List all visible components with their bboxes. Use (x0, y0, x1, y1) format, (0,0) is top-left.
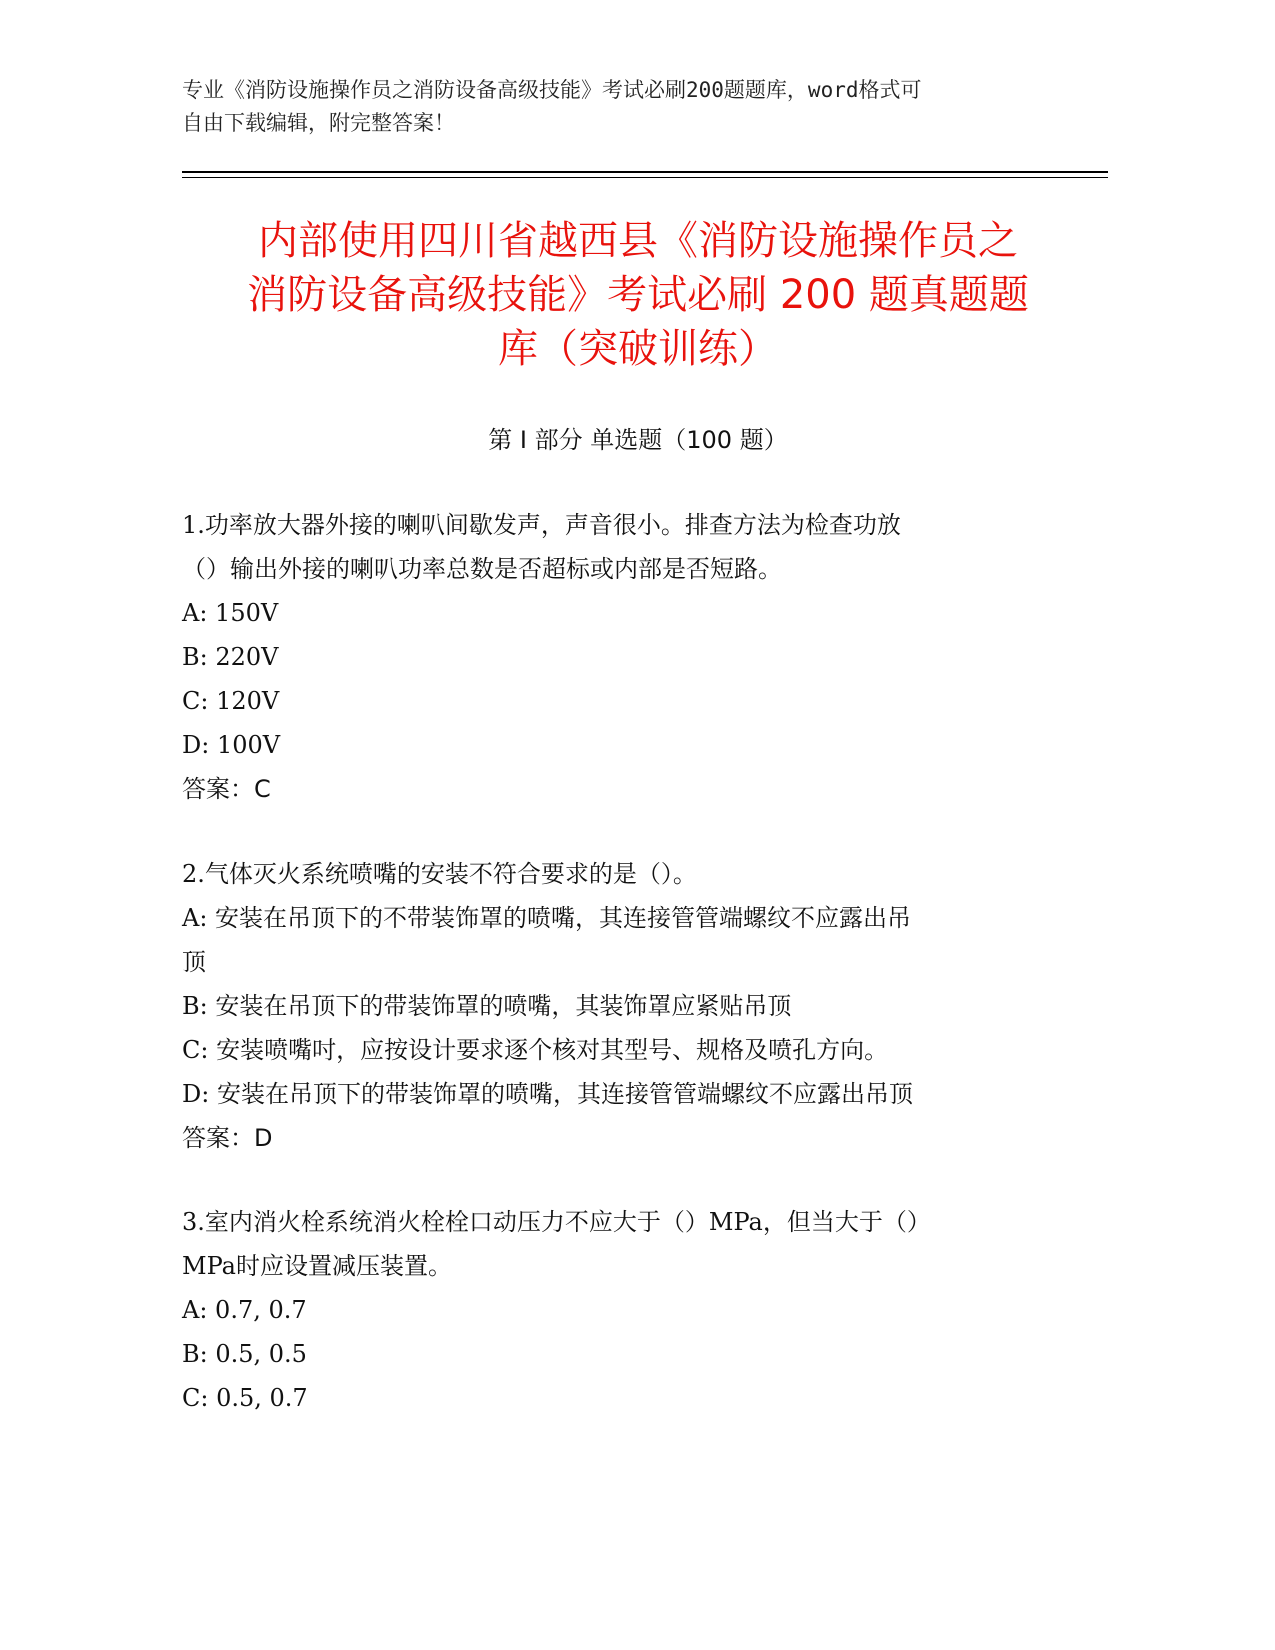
header-divider-thick (182, 171, 1108, 173)
question-3 (182, 1200, 1062, 1420)
option-a: A: 0.7, 0.7 (182, 1296, 307, 1324)
option-b: B: 0.5, 0.5 (182, 1340, 307, 1368)
option-b: B: 安装在吊顶下的带装饰罩的喷嘴，其装饰罩应紧贴吊顶 (182, 992, 792, 1020)
header-note-line: 专业《消防设施操作员之消防设备高级技能》考试必刷200题题库，word格式可 (182, 78, 922, 102)
question-2 (182, 852, 1062, 1160)
answer-line: 答案：D (182, 1124, 273, 1152)
header-note (182, 74, 1042, 140)
header-divider-thin (182, 177, 1108, 178)
option-a: A: 安装在吊顶下的不带装饰罩的喷嘴，其连接管管端螺纹不应露出吊 (182, 904, 912, 932)
header-note-line: 自由下载编辑，附完整答案！ (182, 111, 455, 135)
title-line: 库（突破训练） (498, 326, 778, 372)
title-line: 消防设备高级技能》考试必刷 200 题真题题 (247, 272, 1029, 318)
answer-line: 答案：C (182, 775, 271, 803)
option-b: B: 220V (182, 643, 279, 671)
option-c: C: 安装喷嘴吋，应按设计要求逐个核对其型号、规格及喷孔方向。 (182, 1036, 889, 1064)
question-1 (182, 503, 1062, 811)
question-stem: 1.功率放大器外接的喇叭间歇发声，声音很小。排查方法为检查功放 (182, 511, 901, 539)
option-d: D: 100V (182, 731, 281, 759)
option-a-continued: 顶 (182, 948, 206, 976)
document-title (182, 214, 1094, 376)
title-line: 内部使用四川省越西县《消防设施操作员之 (258, 218, 1018, 264)
option-d: D: 安装在吊顶下的带装饰罩的喷嘴，其连接管管端螺纹不应露出吊顶 (182, 1080, 913, 1108)
question-stem: 2.气体灭火系统喷嘴的安装不符合要求的是（）。 (182, 860, 697, 888)
option-c: C: 120V (182, 687, 280, 715)
section-heading: 第 I 部分 单选题（100 题） (488, 426, 788, 454)
question-stem: （）输出外接的喇叭功率总数是否超标或内部是否短路。 (182, 555, 782, 583)
option-c: C: 0.5, 0.7 (182, 1384, 308, 1412)
question-stem: MPa时应设置减压装置。 (182, 1252, 452, 1280)
option-a: A: 150V (182, 599, 279, 627)
question-stem: 3.室内消火栓系统消火栓栓口动压力不应大于（）MPa，但当大于（） (182, 1208, 931, 1236)
